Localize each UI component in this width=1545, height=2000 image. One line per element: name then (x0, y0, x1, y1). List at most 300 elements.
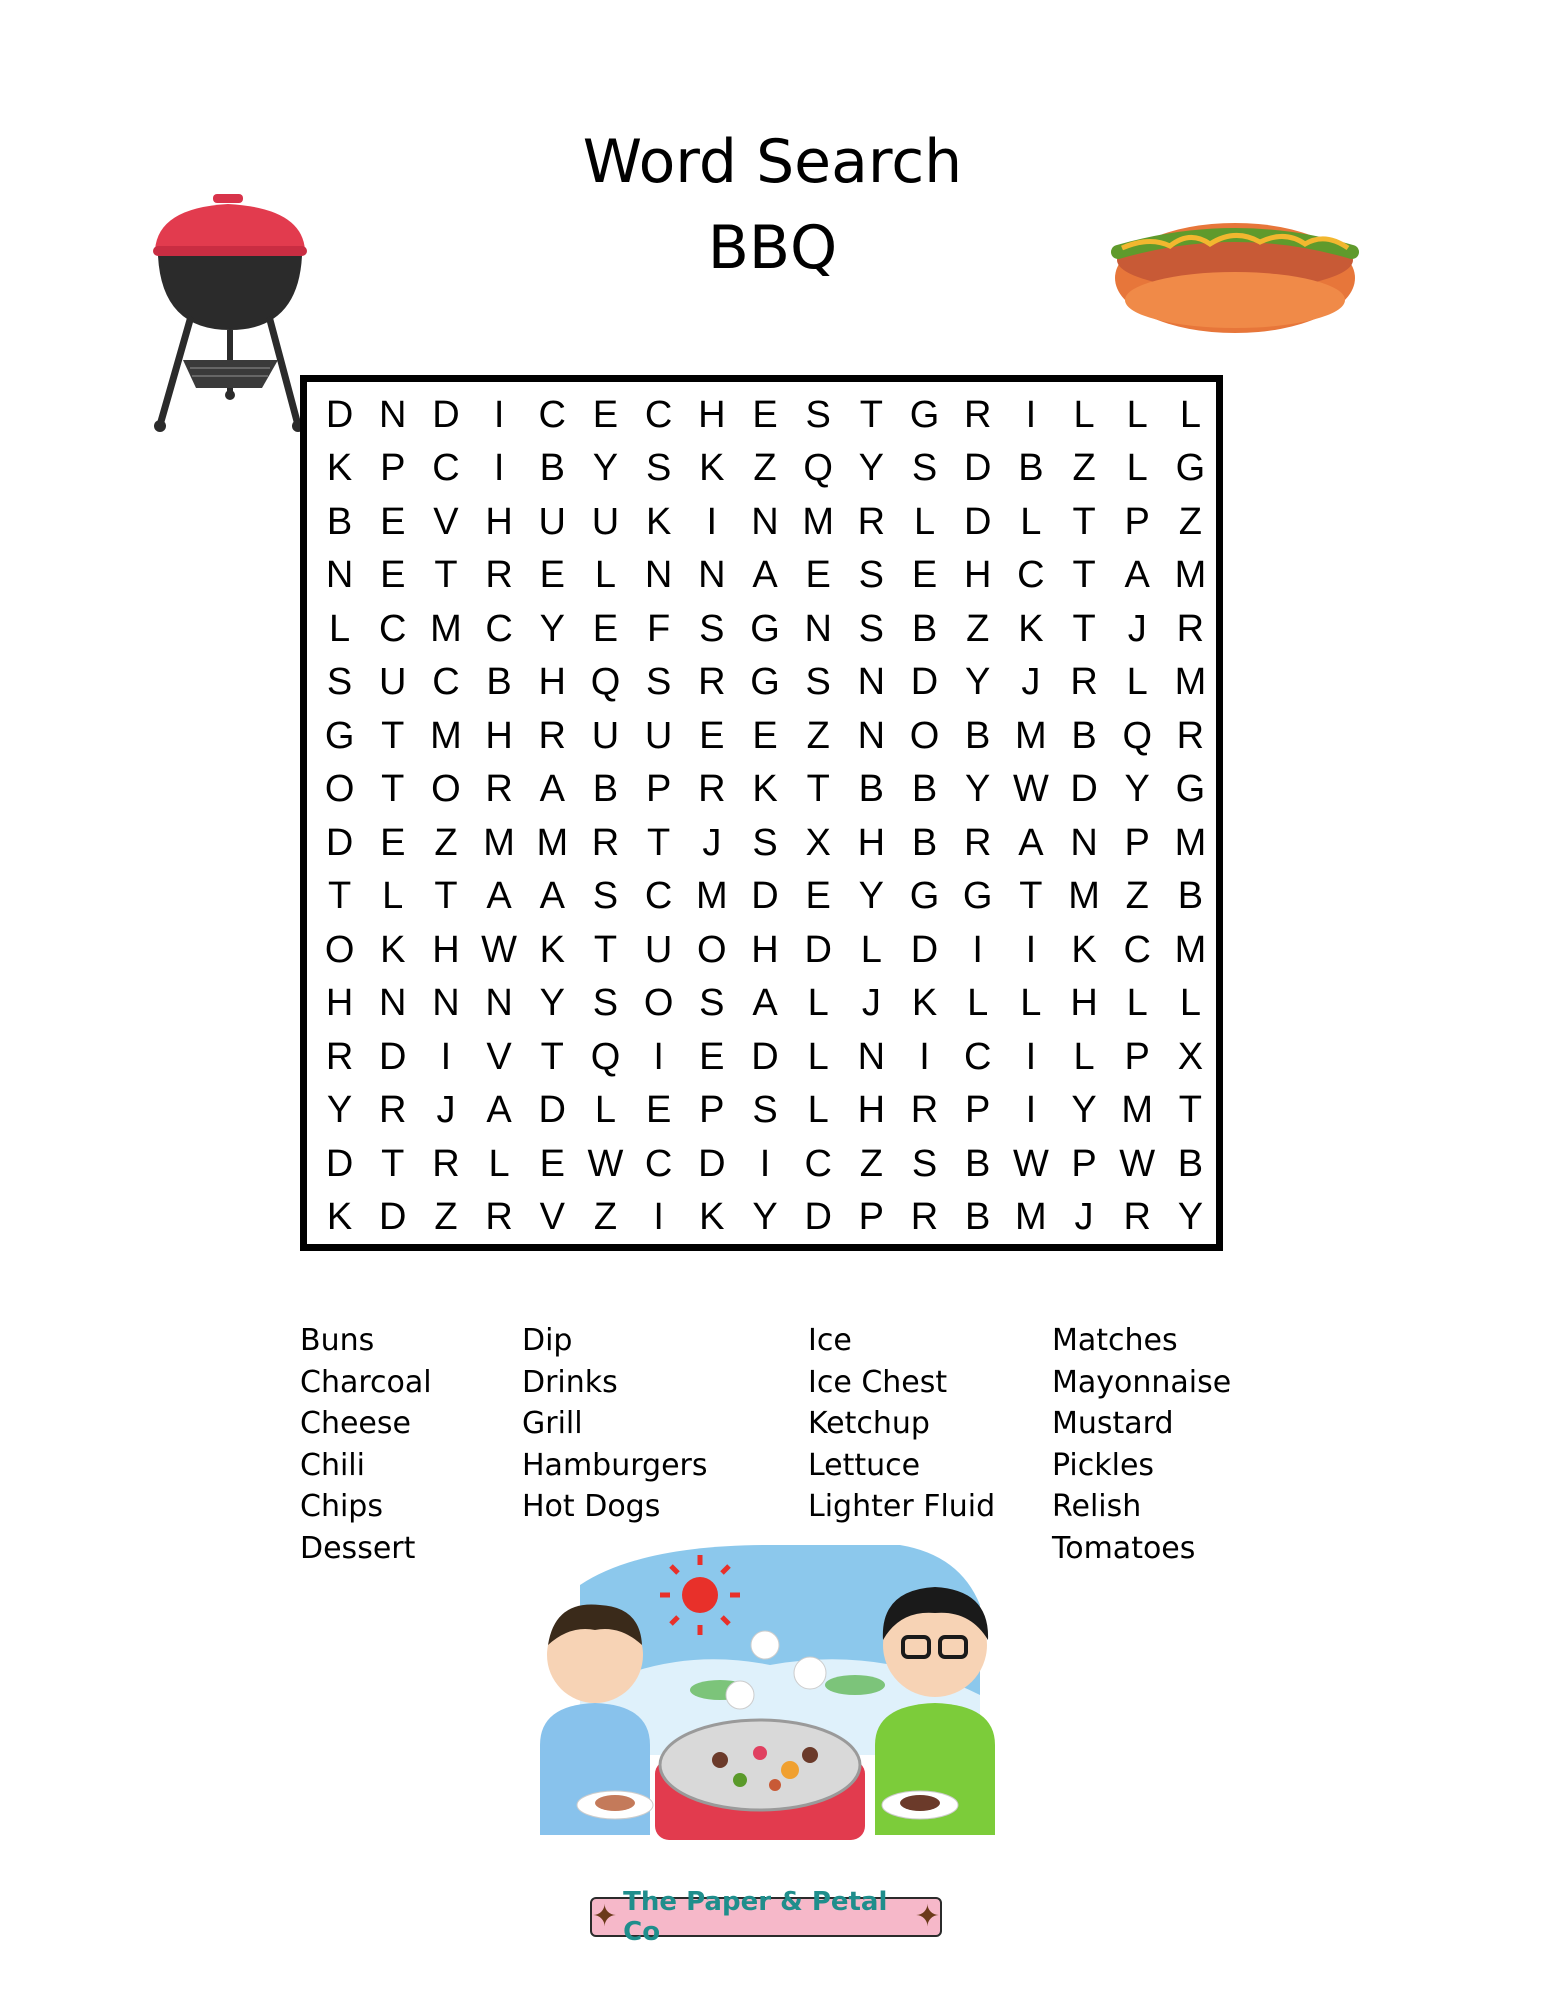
word-list-item: Grill (522, 1406, 583, 1441)
word-search-grid (300, 375, 1223, 1251)
grid-letter: Y (752, 1196, 778, 1239)
grid-letter: R (910, 1089, 939, 1132)
grid-letter: T (434, 554, 458, 597)
grid-letter: M (1174, 928, 1207, 971)
grid-letter: Z (1178, 500, 1203, 543)
grid-letter: M (483, 821, 515, 864)
grid-letter: S (752, 1089, 778, 1132)
grid-letter: A (752, 554, 778, 597)
grid-letter: H (857, 821, 886, 864)
grid-letter: N (379, 393, 407, 436)
grid-letter: S (699, 607, 725, 650)
grid-letter: S (805, 661, 831, 704)
grid-letter: E (592, 607, 619, 650)
grid-letter: Y (539, 607, 565, 650)
grid-letter: S (592, 875, 619, 918)
grid-letter: M (1015, 714, 1047, 757)
grid-letter: H (1070, 982, 1098, 1025)
grid-letter: I (493, 447, 505, 490)
grid-letter: B (1018, 447, 1044, 490)
grid-letter: S (805, 393, 831, 436)
grid-letter: Z (1125, 875, 1149, 918)
grid-letter: R (963, 821, 992, 864)
grid-letter: H (485, 500, 513, 543)
grid-letter: M (1174, 661, 1207, 704)
grid-letter: Y (539, 982, 565, 1025)
grid-letter: Q (803, 447, 833, 490)
grid-letter: I (759, 1142, 771, 1185)
grid-letter: D (325, 821, 354, 864)
grid-letter: C (644, 1142, 673, 1185)
grid-letter: R (857, 500, 886, 543)
page-title: Word Search (582, 127, 963, 197)
grid-letter: R (432, 1142, 460, 1185)
grid-letter: E (380, 500, 406, 543)
grid-letter: G (1175, 768, 1206, 811)
grid-letter: L (807, 1035, 829, 1078)
grid-letter: R (485, 554, 513, 597)
grid-letter: Y (1071, 1089, 1097, 1132)
grid-letter: A (752, 982, 778, 1025)
grid-letter: H (857, 1089, 886, 1132)
grid-letter: I (1025, 1089, 1037, 1132)
grid-letter: Z (753, 447, 777, 490)
grid-letter: T (381, 714, 405, 757)
grid-letter: N (857, 1035, 886, 1078)
grid-letter: P (645, 768, 672, 811)
grid-letter: L (1126, 393, 1148, 436)
grid-letter: M (1174, 821, 1207, 864)
grid-letter: K (326, 447, 353, 490)
grid-letter: J (861, 982, 881, 1025)
grid-letter: U (591, 500, 620, 543)
grid-letter: D (751, 875, 779, 918)
grid-letter: M (1121, 1089, 1154, 1132)
grid-letter: N (379, 982, 407, 1025)
grid-letter: U (379, 661, 407, 704)
grid-letter: U (591, 714, 620, 757)
grid-letter: L (913, 500, 936, 543)
grid-letter: E (805, 875, 831, 918)
grid-letter: N (804, 607, 832, 650)
grid-letter: O (324, 768, 355, 811)
grid-letter: I (972, 928, 983, 971)
grid-letter: T (1178, 1089, 1203, 1132)
word-list-item: Mayonnaise (1052, 1364, 1232, 1400)
grid-letter: I (1025, 393, 1037, 436)
grid-letter: S (326, 661, 353, 704)
word-list-item: Ketchup (808, 1406, 930, 1441)
grid-letter: S (911, 1142, 938, 1185)
grid-letter: O (909, 714, 940, 757)
grid-letter: M (536, 821, 569, 864)
grid-letter: N (1070, 821, 1098, 864)
grid-letter: E (752, 393, 778, 436)
grid-letter: K (539, 928, 565, 971)
grid-letter: D (698, 1142, 726, 1185)
grid-letter: S (645, 661, 672, 704)
grid-letter: K (699, 447, 725, 490)
grid-letter: B (965, 1196, 991, 1239)
grid-letter: O (431, 768, 461, 811)
grid-letter: C (1017, 554, 1045, 597)
grid-letter: R (698, 661, 726, 704)
word-list-item: Ice (808, 1323, 852, 1358)
grid-letter: P (1124, 1035, 1150, 1078)
word-list (0, 1320, 1545, 1580)
grid-letter: T (540, 1035, 564, 1078)
grid-letter: N (751, 500, 779, 543)
grid-letter: L (967, 982, 989, 1025)
grid-letter: Z (593, 1196, 618, 1239)
word-list-item: Dip (522, 1323, 573, 1358)
grid-letter: K (645, 500, 672, 543)
bbq-grill-icon (150, 190, 310, 440)
grid-letter: T (381, 1142, 405, 1185)
grid-letter: F (647, 607, 671, 650)
grid-letter: B (1071, 714, 1097, 757)
grid-letter: M (430, 714, 462, 757)
grid-letter: L (807, 1089, 829, 1132)
word-list-item: Buns (300, 1323, 375, 1358)
grid-letter: I (1025, 928, 1037, 971)
grid-letter: D (963, 447, 992, 490)
grid-letter: V (486, 1035, 512, 1078)
grid-letter: W (1119, 1142, 1156, 1185)
grid-letter: V (433, 500, 459, 543)
grid-letter: T (1072, 554, 1096, 597)
word-list-item: Relish (1052, 1489, 1142, 1524)
grid-letter: E (380, 554, 406, 597)
grid-letter: O (697, 928, 727, 971)
grid-letter: T (859, 393, 883, 436)
grid-letter: T (593, 928, 618, 971)
grid-letter: I (653, 1035, 664, 1078)
grid-letter: P (380, 447, 406, 490)
word-column-4 (1052, 1320, 1231, 1569)
grid-letter: X (805, 821, 831, 864)
grid-letter: U (644, 714, 673, 757)
grid-letter: C (379, 607, 407, 650)
grid-letter: L (807, 982, 829, 1025)
grid-letter: A (1018, 821, 1044, 864)
grid-letter: Y (965, 661, 991, 704)
grid-letter: C (538, 393, 566, 436)
grid-letter: D (963, 500, 992, 543)
grid-letter: O (324, 928, 355, 971)
grid-letter: B (911, 768, 938, 811)
grid-letter: S (752, 821, 778, 864)
word-list-item: Mustard (1052, 1406, 1174, 1441)
grid-letter: B (858, 768, 885, 811)
page-subtitle: BBQ (707, 213, 838, 283)
grid-letter: C (432, 447, 460, 490)
grid-letter: S (858, 607, 885, 650)
grid-letter: W (481, 928, 518, 971)
sparkle-icon: ✦ (592, 1899, 618, 1934)
grid-letter: T (381, 768, 405, 811)
grid-letter: G (324, 714, 355, 757)
grid-letter: E (380, 821, 406, 864)
grid-letter: B (326, 500, 353, 543)
grid-letter: L (1126, 982, 1148, 1025)
grid-letter: R (910, 1196, 939, 1239)
grid-letter: T (327, 875, 352, 918)
grid-letter: L (1020, 500, 1042, 543)
grid-letter: I (706, 500, 718, 543)
grid-letter: C (804, 1142, 832, 1185)
letter-grid (313, 388, 1217, 1244)
grid-letter: A (486, 875, 512, 918)
bbq-scene-illustration (520, 1545, 1025, 1845)
grid-letter: J (1021, 661, 1041, 704)
grid-letter: K (380, 928, 406, 971)
hot-dog-icon (1110, 200, 1360, 335)
grid-letter: D (751, 1035, 779, 1078)
grid-letter: K (1018, 607, 1044, 650)
grid-letter: L (860, 928, 882, 971)
grid-letter: N (644, 554, 673, 597)
grid-letter: W (587, 1142, 624, 1185)
grid-letter: D (379, 1035, 407, 1078)
grid-letter: D (432, 393, 460, 436)
grid-letter: O (643, 982, 674, 1025)
word-list-item: Matches (1052, 1323, 1178, 1358)
grid-letter: L (1073, 1035, 1095, 1078)
grid-letter: N (432, 982, 460, 1025)
grid-letter: B (965, 714, 991, 757)
grid-letter: L (329, 607, 351, 650)
grid-letter: T (1072, 500, 1096, 543)
grid-letter: M (695, 875, 728, 918)
grid-letter: R (591, 821, 620, 864)
grid-letter: D (379, 1196, 407, 1239)
word-list-item: Drinks (522, 1364, 618, 1400)
grid-letter: V (539, 1196, 565, 1239)
grid-letter: C (1123, 928, 1151, 971)
grid-letter: H (963, 554, 992, 597)
grid-letter: R (1176, 607, 1205, 650)
grid-letter: S (858, 554, 885, 597)
grid-letter: I (919, 1035, 930, 1078)
word-list-item: Hot Dogs (522, 1489, 661, 1524)
grid-letter: A (486, 1089, 512, 1132)
grid-letter: Y (858, 875, 885, 918)
word-list-item: Dessert (300, 1530, 416, 1566)
grid-letter: G (750, 661, 780, 704)
grid-letter: L (594, 1089, 617, 1132)
grid-letter: L (1179, 982, 1201, 1025)
grid-letter: P (699, 1089, 725, 1132)
grid-letter: Z (806, 714, 830, 757)
grid-letter: E (592, 393, 619, 436)
brand-name: The Paper & Petal Co (623, 1887, 888, 1947)
grid-letter: R (538, 714, 566, 757)
grid-letter: T (434, 875, 458, 918)
grid-letter: M (802, 500, 834, 543)
grid-letter: B (486, 661, 512, 704)
grid-letter: C (644, 875, 673, 918)
grid-letter: H (325, 982, 354, 1025)
grid-letter: S (911, 447, 938, 490)
word-list-item: Hamburgers (522, 1447, 708, 1483)
grid-letter: M (1015, 1196, 1047, 1239)
grid-letter: H (698, 393, 726, 436)
grid-letter: D (910, 928, 939, 971)
grid-letter: R (1123, 1196, 1151, 1239)
grid-letter: T (1072, 607, 1096, 650)
grid-letter: G (909, 393, 940, 436)
grid-letter: R (325, 1035, 354, 1078)
grid-letter: S (645, 447, 672, 490)
grid-letter: C (432, 661, 460, 704)
grid-letter: G (962, 875, 993, 918)
grid-letter: P (1124, 500, 1150, 543)
grid-letter: Q (590, 1035, 621, 1078)
grid-letter: H (485, 714, 513, 757)
grid-letter: E (699, 714, 725, 757)
grid-letter: B (1177, 875, 1204, 918)
grid-letter: R (963, 393, 992, 436)
grid-letter: E (539, 554, 565, 597)
grid-letter: I (493, 393, 505, 436)
grid-letter: L (1073, 393, 1095, 436)
grid-letter: G (1175, 447, 1206, 490)
grid-letter: P (1124, 821, 1150, 864)
grid-letter: N (325, 554, 354, 597)
grid-letter: Z (966, 607, 990, 650)
grid-letter: L (382, 875, 404, 918)
grid-letter: B (911, 607, 938, 650)
grid-letter: Q (590, 661, 621, 704)
grid-letter: A (539, 768, 565, 811)
grid-letter: M (1174, 554, 1207, 597)
grid-letter: K (1071, 928, 1097, 971)
grid-letter: L (1126, 447, 1148, 490)
grid-letter: H (432, 928, 460, 971)
grid-letter: D (325, 393, 354, 436)
grid-letter: M (1068, 875, 1100, 918)
sparkle-icon: ✦ (914, 1899, 940, 1934)
grid-letter: E (911, 554, 938, 597)
grid-letter: Z (859, 1142, 883, 1185)
grid-letter: Y (1177, 1196, 1204, 1239)
grid-letter: L (1179, 393, 1201, 436)
grid-letter: D (910, 661, 939, 704)
grid-letter: N (857, 714, 886, 757)
grid-letter: P (965, 1089, 991, 1132)
grid-letter: B (965, 1142, 991, 1185)
grid-letter: R (485, 1196, 513, 1239)
word-list-item: Pickles (1052, 1447, 1155, 1483)
word-list-item: Tomatoes (1052, 1530, 1196, 1566)
grid-letter: W (1012, 768, 1049, 811)
word-list-item: Cheese (300, 1406, 411, 1441)
grid-letter: Z (1072, 447, 1096, 490)
grid-letter: K (326, 1196, 353, 1239)
grid-letter: N (857, 661, 886, 704)
grid-letter: K (752, 768, 778, 811)
grid-letter: I (440, 1035, 452, 1078)
grid-letter: J (1074, 1196, 1094, 1239)
grid-letter: B (1177, 1142, 1204, 1185)
grid-letter: G (750, 607, 780, 650)
grid-letter: P (858, 1196, 885, 1239)
grid-letter: D (804, 1196, 832, 1239)
grid-letter: N (698, 554, 726, 597)
grid-letter: P (1071, 1142, 1097, 1185)
word-list-item: Lettuce (808, 1447, 921, 1483)
word-list-item: Lighter Fluid (808, 1489, 996, 1524)
word-list-item: Chili (300, 1447, 365, 1483)
grid-letter: N (485, 982, 513, 1025)
grid-letter: M (430, 607, 462, 650)
grid-letter: K (911, 982, 938, 1025)
grid-letter: R (698, 768, 726, 811)
grid-letter: Y (858, 447, 885, 490)
grid-letter: D (1070, 768, 1098, 811)
grid-letter: J (702, 821, 722, 864)
grid-letter: A (539, 875, 565, 918)
grid-letter: C (485, 607, 513, 650)
grid-letter: R (379, 1089, 407, 1132)
grid-letter: I (653, 1196, 664, 1239)
grid-letter: R (485, 768, 513, 811)
grid-letter: U (538, 500, 566, 543)
grid-letter: E (645, 1089, 672, 1132)
grid-letter: B (911, 821, 938, 864)
grid-letter: S (592, 982, 619, 1025)
grid-letter: D (325, 1142, 354, 1185)
word-column-1 (300, 1320, 432, 1569)
grid-letter: E (805, 554, 831, 597)
grid-letter: D (538, 1089, 566, 1132)
grid-letter: C (644, 393, 673, 436)
grid-letter: Y (965, 768, 991, 811)
word-column-2 (522, 1320, 708, 1528)
word-list-item: Chips (300, 1489, 383, 1524)
grid-letter: W (1012, 1142, 1049, 1185)
grid-letter: X (1177, 1035, 1204, 1078)
grid-letter: I (1025, 1035, 1037, 1078)
grid-letter: Z (434, 821, 458, 864)
grid-letter: A (1124, 554, 1150, 597)
grid-letter: U (644, 928, 673, 971)
word-list-item: Ice Chest (808, 1364, 948, 1400)
grid-letter: H (751, 928, 779, 971)
grid-letter: J (1127, 607, 1147, 650)
grid-letter: T (1019, 875, 1043, 918)
grid-letter: E (752, 714, 778, 757)
grid-letter: R (1070, 661, 1098, 704)
grid-letter: R (1176, 714, 1205, 757)
grid-letter: Q (1122, 714, 1153, 757)
grid-letter: Y (326, 1089, 353, 1132)
grid-letter: S (699, 982, 725, 1025)
grid-letter: E (699, 1035, 725, 1078)
brand-badge (590, 1887, 942, 1947)
grid-letter: L (488, 1142, 510, 1185)
grid-letter: L (1020, 982, 1042, 1025)
word-list-item: Charcoal (300, 1364, 432, 1400)
grid-letter: E (539, 1142, 565, 1185)
word-column-3 (808, 1320, 995, 1528)
grid-letter: T (647, 821, 671, 864)
grid-letter: Y (592, 447, 619, 490)
grid-letter: H (538, 661, 566, 704)
grid-letter: J (436, 1089, 456, 1132)
grid-letter: D (804, 928, 832, 971)
